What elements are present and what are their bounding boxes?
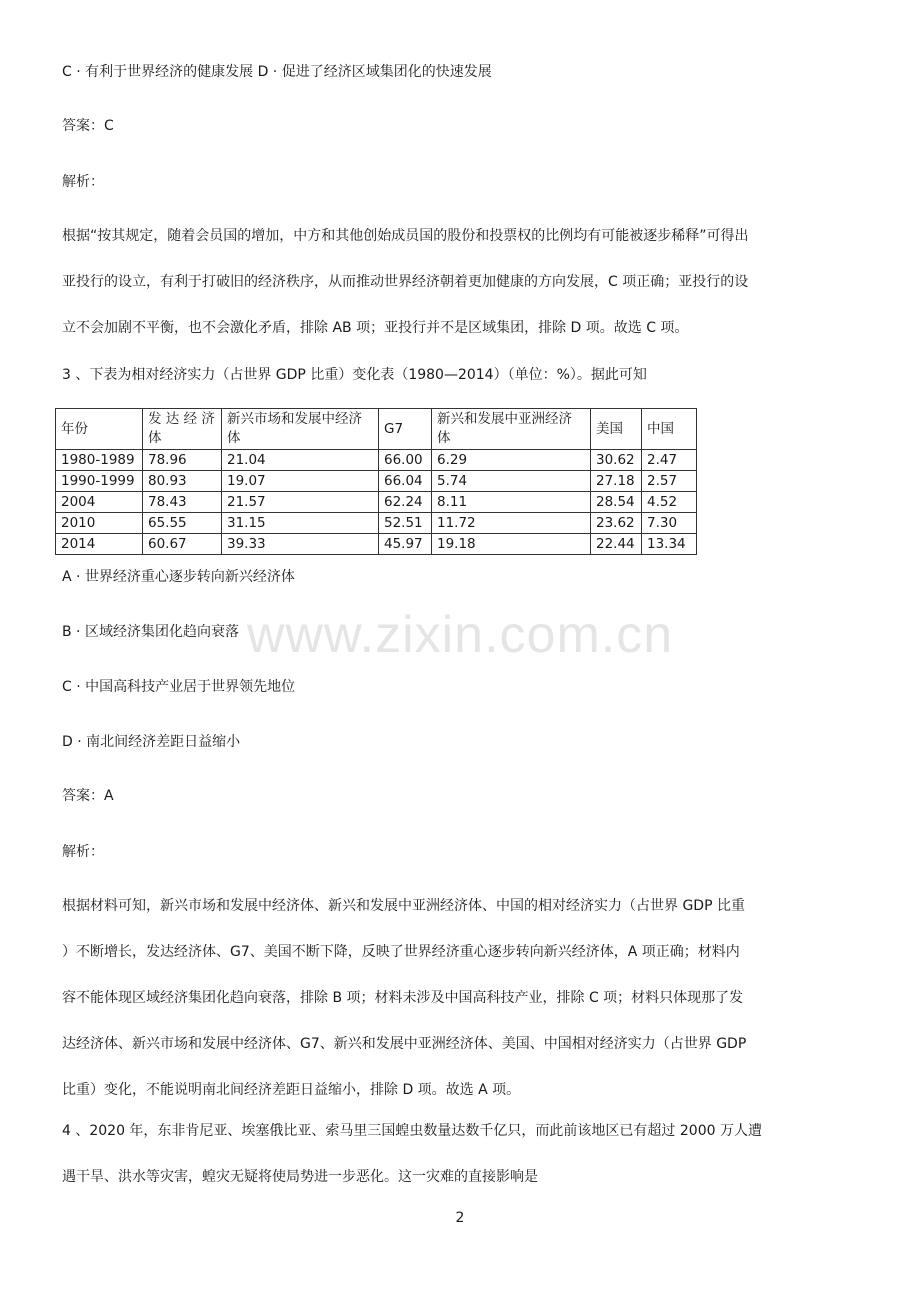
table-header-cell: 发 达 经 济体	[143, 409, 222, 450]
table-cell: 78.96	[143, 450, 222, 471]
table-cell: 66.04	[379, 471, 432, 492]
table-cell: 39.33	[222, 534, 379, 555]
q3-option-c: C · 中国高科技产业居于世界领先地位	[62, 679, 296, 695]
watermark-text: www.zixin.com.cn	[246, 606, 674, 664]
gdp-share-table	[55, 408, 697, 555]
table-cell: 8.11	[432, 492, 591, 513]
table-cell: 22.44	[591, 534, 642, 555]
table-cell: 7.30	[642, 513, 697, 534]
q3-analysis-line: 容不能体现区域经济集团化趋向衰落，排除 B 项；材料未涉及中国高科技产业，排除 C 项；材料只体现那了发	[62, 990, 744, 1006]
table-header-row	[56, 409, 697, 450]
table-cell: 60.67	[143, 534, 222, 555]
q2-analysis-line: 立不会加剧不平衡，也不会激化矛盾，排除 AB 项；亚投行并不是区域集团，排除 D 项。故选 C 项。	[62, 320, 689, 336]
table-cell: 80.93	[143, 471, 222, 492]
table-cell: 23.62	[591, 513, 642, 534]
table-cell: 6.29	[432, 450, 591, 471]
table-cell: 19.18	[432, 534, 591, 555]
table-row	[56, 534, 697, 555]
table-header-cell: 年份	[56, 409, 143, 450]
table-cell: 2014	[56, 534, 143, 555]
table-cell: 65.55	[143, 513, 222, 534]
table-cell: 1980-1989	[56, 450, 143, 471]
table-row	[56, 471, 697, 492]
table-header-cell: 新兴市场和发展中经济体	[222, 409, 379, 450]
table-row	[56, 450, 697, 471]
q4-stem-line: 4 、2020 年，东非肯尼亚、埃塞俄比亚、索马里三国蝗虫数量达数千亿只，而此前该地区已有超过 2000 万人遭	[62, 1123, 762, 1139]
q2-analysis-label: 解析：	[62, 174, 104, 190]
table-cell: 66.00	[379, 450, 432, 471]
q3-option-b: B · 区域经济集团化趋向衰落	[62, 624, 239, 640]
table-cell: 4.52	[642, 492, 697, 513]
q2-answer: 答案：C	[62, 118, 114, 134]
table-cell: 5.74	[432, 471, 591, 492]
table-header-cell: G7	[379, 409, 432, 450]
page-number: 2	[455, 1210, 465, 1226]
table-cell: 28.54	[591, 492, 642, 513]
table-cell: 1990-1999	[56, 471, 143, 492]
q2-options-cd: C · 有利于世界经济的健康发展 D · 促进了经济区域集团化的快速发展	[62, 64, 492, 80]
q3-analysis-text	[62, 883, 862, 1113]
table-header-cell: 美国	[591, 409, 642, 450]
table-cell: 2.47	[642, 450, 697, 471]
q3-analysis-label: 解析：	[62, 844, 104, 860]
table-cell: 62.24	[379, 492, 432, 513]
table-cell: 19.07	[222, 471, 379, 492]
q3-option-d: D · 南北间经济差距日益缩小	[62, 734, 241, 750]
table-cell: 21.04	[222, 450, 379, 471]
q2-analysis-line: 亚投行的设立，有利于打破旧的经济秩序，从而推动世界经济朝着更加健康的方向发展，C 项正确；亚投行的设	[62, 274, 749, 290]
q3-stem: 3 、下表为相对经济实力（占世界 GDP 比重）变化表（1980—2014）（单位：%）。据此可知	[62, 367, 647, 383]
table-cell: 52.51	[379, 513, 432, 534]
q3-option-a: A · 世界经济重心逐步转向新兴经济体	[62, 569, 295, 585]
table-cell: 21.57	[222, 492, 379, 513]
table-cell: 27.18	[591, 471, 642, 492]
table-cell: 2010	[56, 513, 143, 534]
q2-analysis-line: 根据“按其规定，随着会员国的增加，中方和其他创始成员国的股份和投票权的比例均有可能被逐步稀释”可得出	[62, 228, 749, 244]
table-header-cell: 中国	[642, 409, 697, 450]
table-cell: 45.97	[379, 534, 432, 555]
table-cell: 13.34	[642, 534, 697, 555]
table-cell: 2004	[56, 492, 143, 513]
q3-analysis-line: 根据材料可知，新兴市场和发展中经济体、新兴和发展中亚洲经济体、中国的相对经济实力（占世界 GDP 比重	[62, 898, 745, 914]
q3-analysis-line: ）不断增长，发达经济体、G7、美国不断下降，反映了世界经济重心逐步转向新兴经济体，A 项正确；材料内	[62, 944, 740, 960]
table-row	[56, 492, 697, 513]
table-row	[56, 513, 697, 534]
q3-analysis-line: 比重）变化，不能说明南北间经济差距日益缩小，排除 D 项。故选 A 项。	[62, 1082, 521, 1098]
q3-analysis-line: 达经济体、新兴市场和发展中经济体、G7、新兴和发展中亚洲经济体、美国、中国相对经济实力（占世界 GDP	[62, 1036, 747, 1052]
table-cell: 2.57	[642, 471, 697, 492]
q4-stem-line: 遇干旱、洪水等灾害，蝗灾无疑将使局势进一步恶化。这一灾难的直接影响是	[62, 1169, 538, 1185]
table-header-cell: 新兴和发展中亚洲经济体	[432, 409, 591, 450]
q4-stem	[62, 1108, 862, 1200]
table-cell: 78.43	[143, 492, 222, 513]
table-cell: 11.72	[432, 513, 591, 534]
q2-analysis-text	[62, 213, 862, 351]
table-cell: 31.15	[222, 513, 379, 534]
table-cell: 30.62	[591, 450, 642, 471]
q3-answer: 答案：A	[62, 788, 114, 804]
